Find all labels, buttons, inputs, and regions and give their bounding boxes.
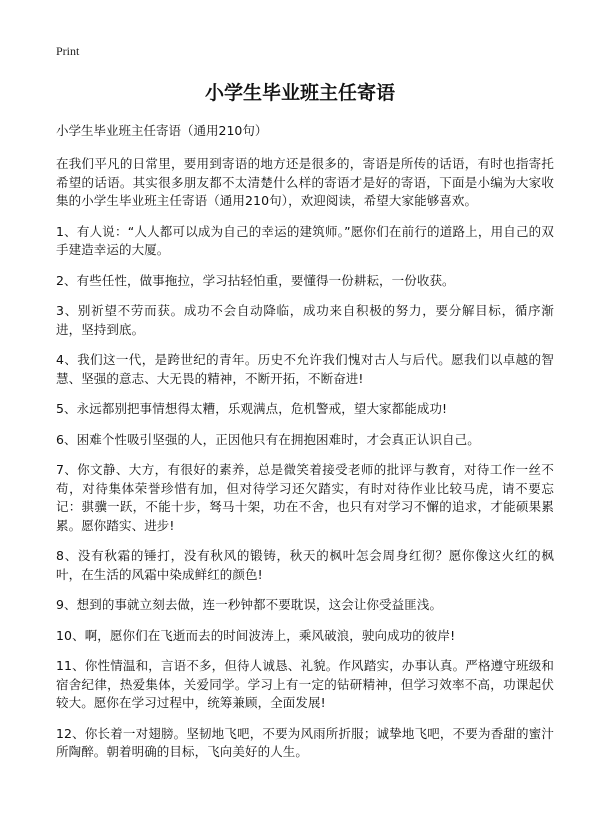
print-link[interactable]: Print bbox=[56, 44, 80, 58]
list-item: 2、有些任性，做事拖拉，学习拈轻怕重，要懂得一份耕耘，一份收获。 bbox=[56, 272, 455, 288]
article-body bbox=[56, 122, 554, 774]
list-item: 12、你长着一对翅膀。坚韧地飞吧，不要为风雨所折服；诚挚地飞吧，不要为香甜的蜜汁所陶醉。朝着明确的目标，飞向美好的人生。 bbox=[56, 725, 554, 759]
list-item: 4、我们这一代，是跨世纪的青年。历史不允许我们愧对古人与后代。愿我们以卓越的智慧、坚强的意志、大无畏的精神，不断开拓，不断奋进! bbox=[56, 352, 554, 386]
list-item: 5、永远都别把事情想得太糟，乐观满点，危机警戒，望大家都能成功! bbox=[56, 401, 448, 416]
list-item: 10、啊，愿你们在飞逝而去的时间波涛上，乘风破浪，驶向成功的彼岸! bbox=[56, 627, 456, 643]
list-item: 1、有人说：“人人都可以成为自己的幸运的建筑师。”愿你们在前行的道路上，用自己的双手建造幸运的大厦。 bbox=[56, 223, 554, 257]
list-item: 9、想到的事就立刻去做，连一秒钟都不要耽误，这会让你受益匪浅。 bbox=[56, 597, 443, 612]
list-item: 8、没有秋霜的锤打，没有秋风的锻铸，秋天的枫叶怎会周身红彻？愿你像这火红的枫叶，在生活的风霜中染成鲜红的颜色! bbox=[56, 548, 554, 582]
list-item: 6、困难个性吸引坚强的人，正因他只有在拥抱困难时，才会真正认识自己。 bbox=[56, 431, 480, 447]
list-item: 7、你文静、大方，有很好的素养，总是微笑着接受老师的批评与教育，对待工作一丝不苟，对待集体荣誉珍惜有加，但对待学习还欠踏实，有时对待作业比较马虎，请不要忘记：骐骥一跃，不能十步，驽马十架，功在不舍，也只有对学习不懈的追求，才能硕果累累。愿你踏实、进步! bbox=[56, 462, 554, 533]
list-item: 3、别祈望不劳而获。成功不会自动降临，成功来自积极的努力，要分解目标，循序渐进，坚持到底。 bbox=[56, 303, 554, 337]
intro-paragraph: 在我们平凡的日常里，要用到寄语的地方还是很多的，寄语是所传的话语，有时也指寄托希望的话语。其实很多朋友都不太清楚什么样的寄语才是好的寄语，下面是小编为大家收集的小学生毕业班主任寄语（通用210句），欢迎阅读，希望大家能够喜欢。 bbox=[56, 156, 554, 208]
article-subtitle: 小学生毕业班主任寄语（通用210句） bbox=[56, 123, 268, 138]
page-title: 小学生毕业班主任寄语 bbox=[204, 82, 395, 104]
list-item: 11、你性情温和，言语不多，但待人诚恳、礼貌。作风踏实，办事认真。严格遵守班级和宿舍纪律，热爱集体，关爱同学。学习上有一定的钻研精神，但学习效率不高，功课起伏较大。愿你在学习过程中，统筹兼顾，全面发展! bbox=[56, 658, 554, 710]
